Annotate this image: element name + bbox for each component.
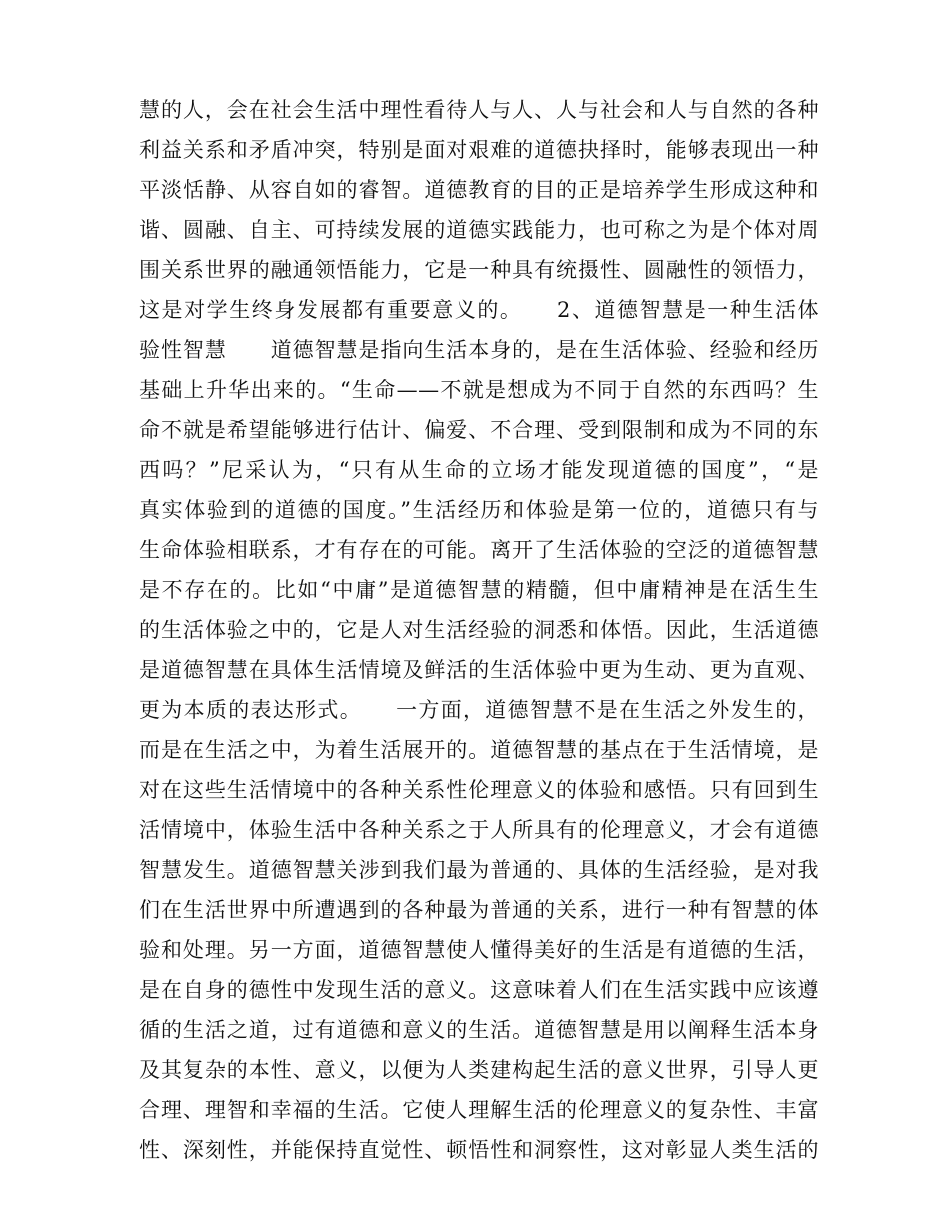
body-text — [139, 90, 819, 1170]
text-line: 活情境中，体验生活中各种关系之于人所具有的伦理意义，才会有道德 — [139, 818, 819, 842]
text-line: 是不存在的。比如“中庸”是道德智慧的精髓，但中庸精神是在活生生 — [139, 578, 819, 602]
text-line: 及其复杂的本性、意义，以便为人类建构起生活的意义世界，引导人更 — [139, 1058, 819, 1082]
text-line: 基础上升华出来的。“生命——不就是想成为不同于自然的东西吗？生 — [139, 378, 819, 402]
text-line: 利益关系和矛盾冲突，特别是面对艰难的道德抉择时，能够表现出一种 — [139, 138, 819, 162]
text-line: 命不就是希望能够进行估计、偏爱、不合理、受到限制和成为不同的东 — [139, 418, 819, 442]
text-line: 更为本质的表达形式。 一方面，道德智慧不是在生活之外发生的， — [139, 698, 819, 722]
text-line: 循的生活之道，过有道德和意义的生活。道德智慧是用以阐释生活本身 — [139, 1018, 819, 1042]
text-line: 慧的人，会在社会生活中理性看待人与人、人与社会和人与自然的各种 — [139, 98, 819, 122]
text-line: 的生活体验之中的，它是人对生活经验的洞悉和体悟。因此，生活道德 — [139, 618, 819, 642]
text-line: 验和处理。另一方面，道德智慧使人懂得美好的生活是有道德的生活， — [139, 938, 819, 962]
text-line: 对在这些生活情境中的各种关系性伦理意义的体验和感悟。只有回到生 — [139, 778, 819, 802]
text-line: 性、深刻性，并能保持直觉性、顿悟性和洞察性，这对彰显人类生活的 — [139, 1138, 819, 1162]
text-line: 验性智慧 道德智慧是指向生活本身的，是在生活体验、经验和经历 — [139, 338, 819, 362]
text-line: 生命体验相联系，才有存在的可能。离开了生活体验的空泛的道德智慧 — [139, 538, 819, 562]
text-line: 合理、理智和幸福的生活。它使人理解生活的伦理意义的复杂性、丰富 — [139, 1098, 819, 1122]
text-line: 是道德智慧在具体生活情境及鲜活的生活体验中更为生动、更为直观、 — [139, 658, 819, 682]
text-line: 围关系世界的融通领悟能力，它是一种具有统摄性、圆融性的领悟力， — [139, 258, 819, 282]
text-line: 智慧发生。道德智慧关涉到我们最为普通的、具体的生活经验，是对我 — [139, 858, 819, 882]
text-line: 真实体验到的道德的国度。”生活经历和体验是第一位的，道德只有与 — [139, 498, 819, 522]
text-line: 们在生活世界中所遭遇到的各种最为普通的关系，进行一种有智慧的体 — [139, 898, 819, 922]
text-line: 西吗？”尼采认为，“只有从生命的立场才能发现道德的国度”，“是 — [139, 458, 819, 482]
text-line: 而是在生活之中，为着生活展开的。道德智慧的基点在于生活情境，是 — [139, 738, 819, 762]
text-line: 平淡恬静、从容自如的睿智。道德教育的目的正是培养学生形成这种和 — [139, 178, 819, 202]
text-line: 是在自身的德性中发现生活的意义。这意味着人们在生活实践中应该遵 — [139, 978, 819, 1002]
text-line: 这是对学生终身发展都有重要意义的。 2、道德智慧是一种生活体 — [139, 298, 819, 322]
text-line: 谐、圆融、自主、可持续发展的道德实践能力，也可称之为是个体对周 — [139, 218, 819, 242]
